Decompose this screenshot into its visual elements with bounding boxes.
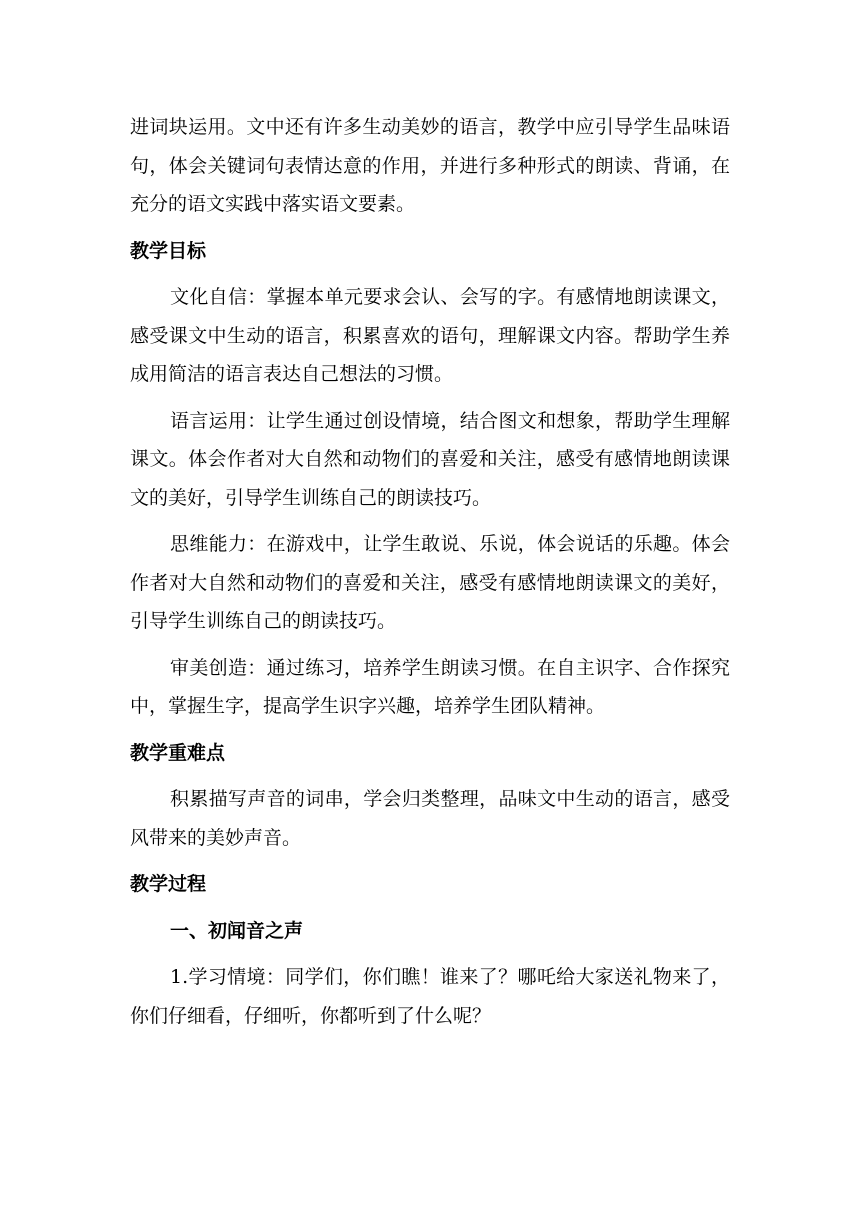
goal-thinking-paragraph: 思维能力：在游戏中，让学生敢说、乐说，体会说话的乐趣。体会作者对大自然和动物们的喜爱和关注，感受有感情地朗读课文的美好，引导学生训练自己的朗读技巧。 [130, 533, 730, 632]
goal-culture-paragraph: 文化自信：掌握本单元要求会认、会写的字。有感情地朗读课文，感受课文中生动的语言，积累喜欢的语句，理解课文内容。帮助学生养成用简洁的语言表达自己想法的习惯。 [130, 286, 730, 385]
document-body [130, 108, 730, 1043]
goal-aesthetic-paragraph: 审美创造：通过练习，培养学生朗读习惯。在自主识字、合作探究中，掌握生字，提高学生识字兴趣，培养学生团队精神。 [130, 656, 730, 717]
keypoints-paragraph: 积累描写声音的词串，学会归类整理，品味文中生动的语言，感受风带来的美妙声音。 [130, 788, 730, 849]
process-heading: 教学过程 [130, 873, 207, 895]
intro-paragraph: 进词块运用。文中还有许多生动美妙的语言，教学中应引导学生品味语句，体会关键词句表情达意的作用，并进行多种形式的朗读、背诵，在充分的语文实践中落实语文要素。 [130, 116, 730, 215]
keypoints-heading: 教学重难点 [130, 741, 226, 764]
goal-language-paragraph: 语言运用：让学生通过创设情境，结合图文和想象，帮助学生理解课文。体会作者对大自然和动物们的喜爱和关注，感受有感情地朗读课文的美好，引导学生训练自己的朗读技巧。 [130, 409, 730, 509]
goals-heading: 教学目标 [130, 239, 207, 262]
section-one-heading: 一、初闻音之声 [170, 919, 304, 942]
step-one-paragraph: 1.学习情境：同学们，你们瞧！谁来了？哪吒给大家送礼物来了，你们仔细看，仔细听，你都听到了什么呢？ [130, 966, 730, 1027]
